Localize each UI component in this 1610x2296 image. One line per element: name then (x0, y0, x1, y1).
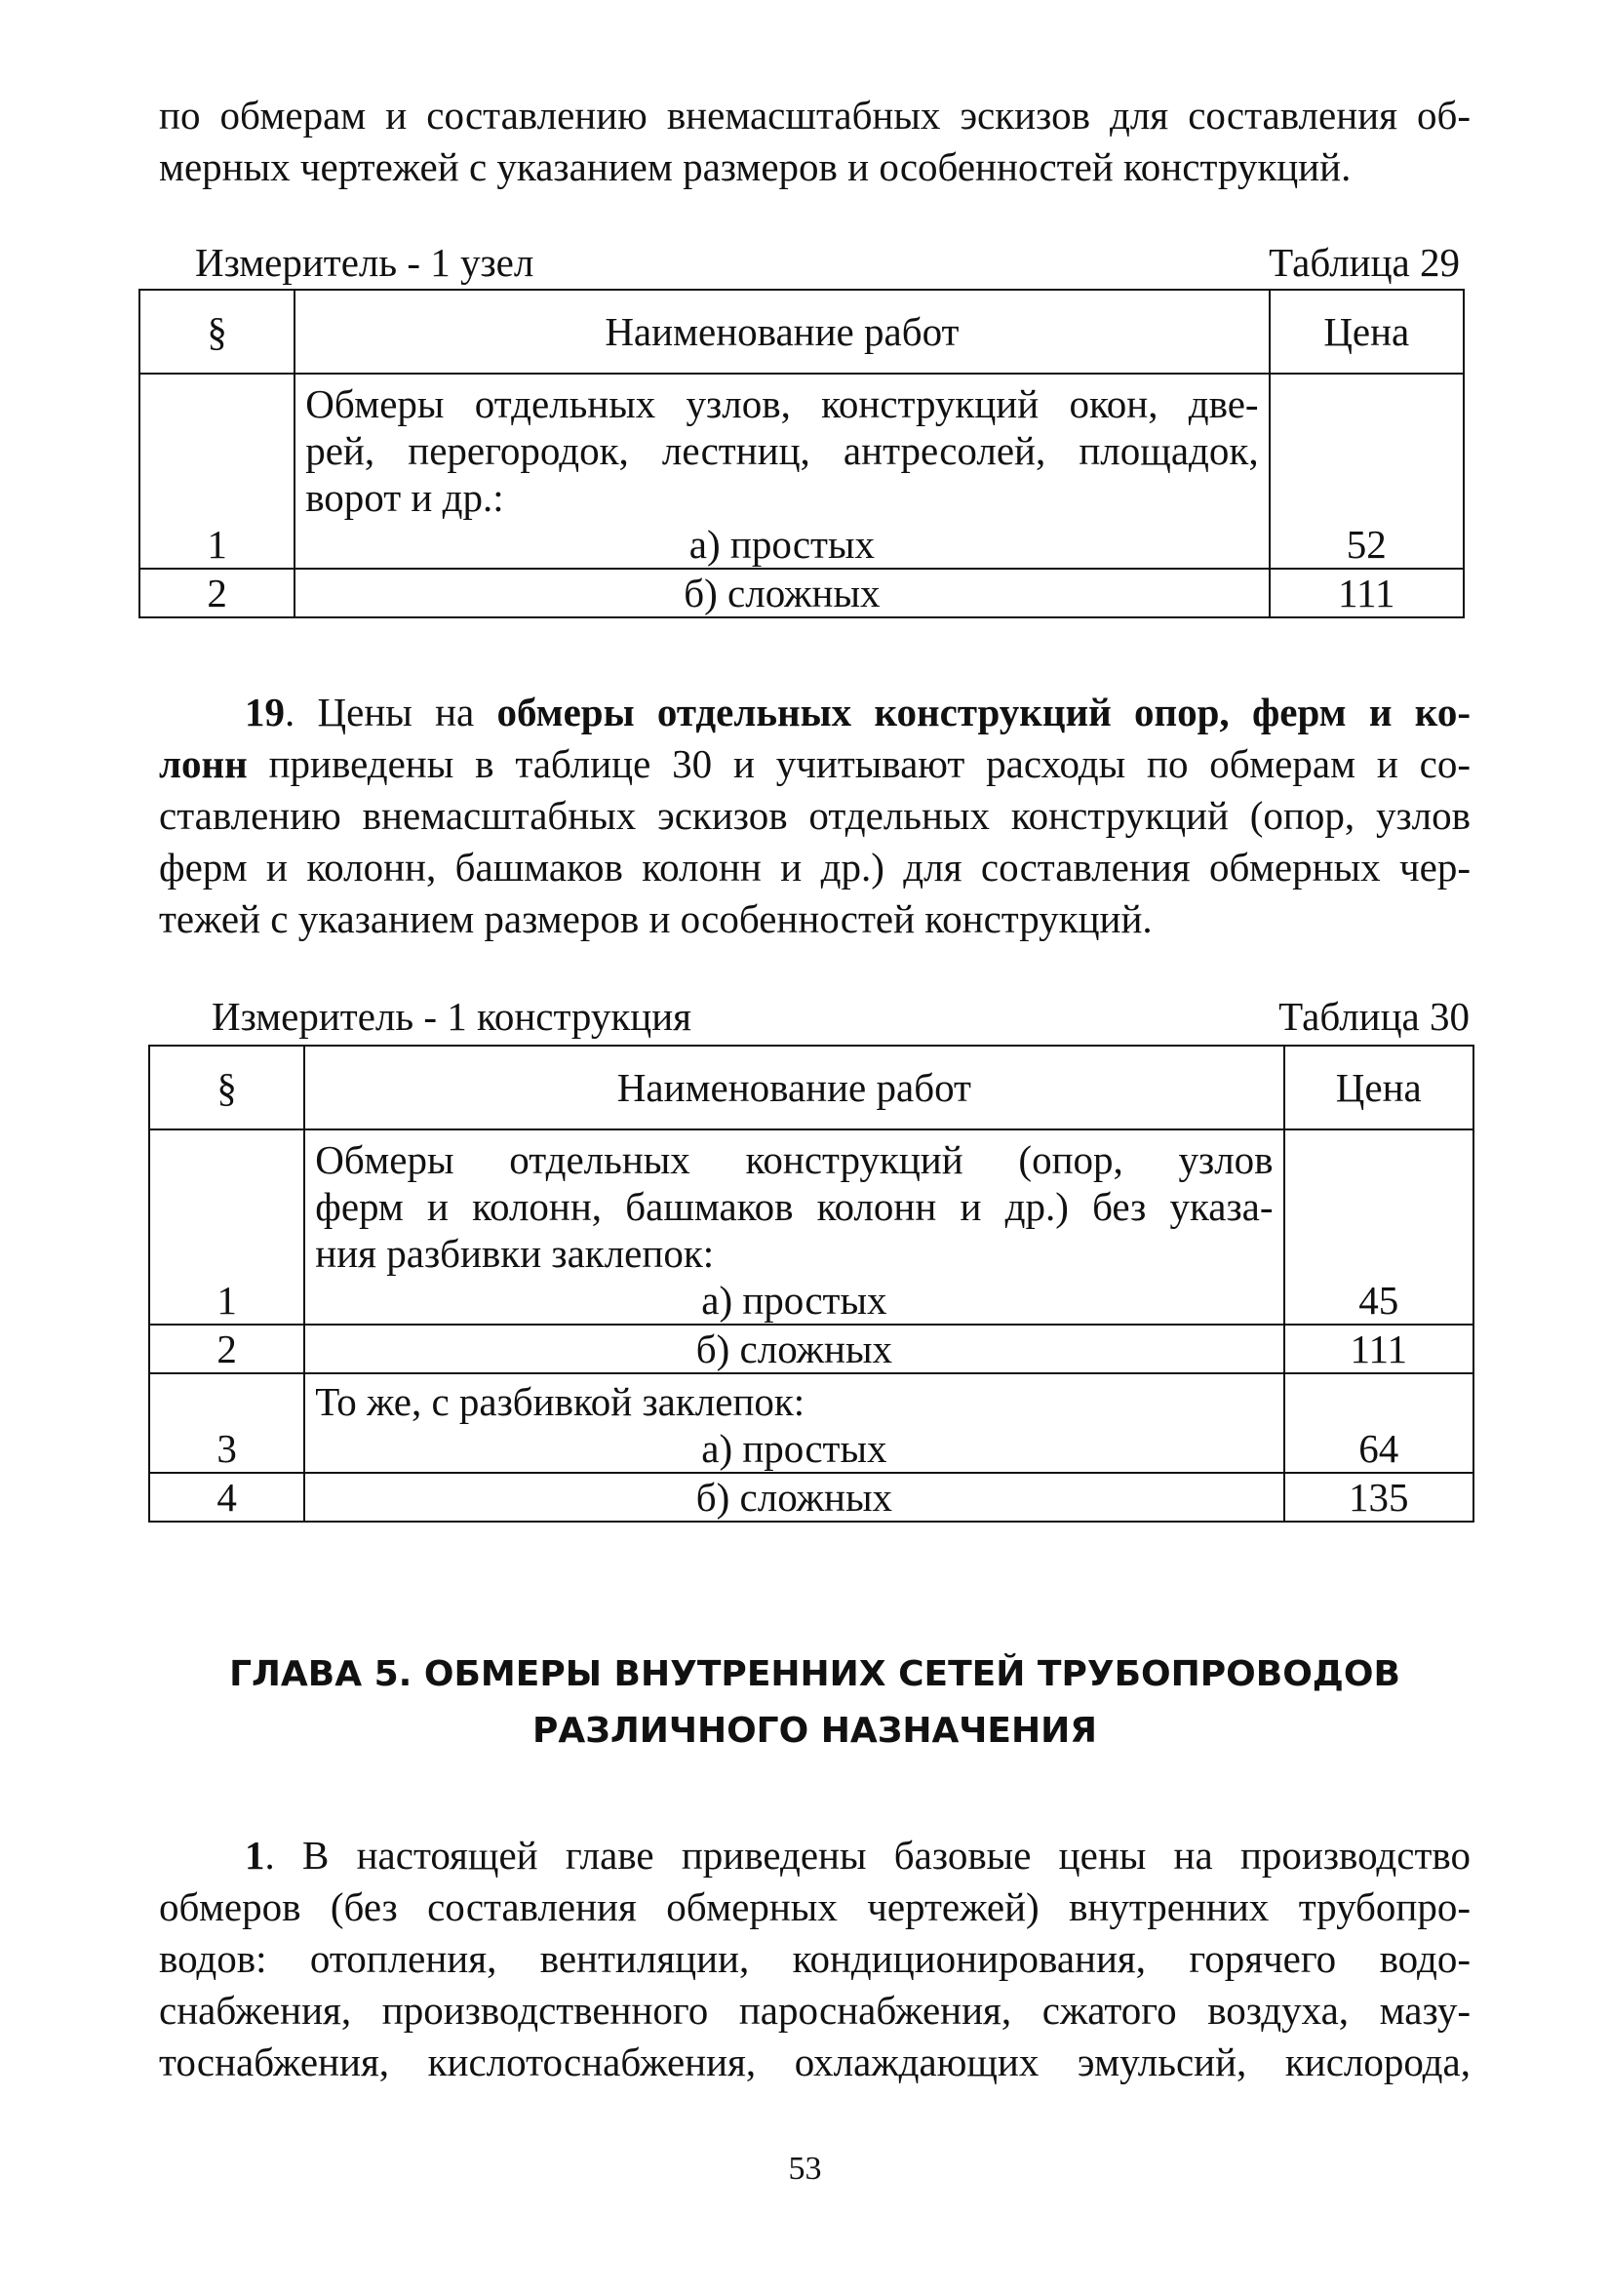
work-line: ния разбивки заклепок: (315, 1231, 715, 1276)
chapter-heading-line: ГЛАВА 5. ОБМЕРЫ ВНУТРЕННИХ СЕТЕЙ ТРУБОПРОВОДОВ (229, 1654, 1400, 1694)
paragraph-number: 1 (245, 1833, 265, 1878)
work-line: ферм и колонн, башмаков колонн и др.) без указа- (315, 1184, 1274, 1229)
row-num: 2 (139, 569, 295, 617)
row-name (304, 1473, 1283, 1522)
table-30 (148, 1045, 1474, 1523)
table-row (139, 569, 1464, 617)
row-name (304, 1325, 1283, 1373)
row-price: 64 (1284, 1373, 1473, 1473)
table-row (149, 1325, 1473, 1373)
header-name: Наименование работ (295, 290, 1269, 374)
intro-paragraph (159, 90, 1471, 193)
row-name (304, 1373, 1283, 1473)
row-price: 111 (1284, 1325, 1473, 1373)
table30-title: Таблица 30 (1278, 994, 1470, 1039)
text-line (159, 1830, 1471, 1881)
row-price: 45 (1284, 1129, 1473, 1325)
table-header-row (139, 290, 1464, 374)
header-price: Цена (1284, 1046, 1473, 1129)
row-num: 1 (139, 374, 295, 569)
text-line (159, 687, 1471, 738)
row-num: 2 (149, 1325, 304, 1373)
table-header-row (149, 1046, 1473, 1129)
header-price: Цена (1270, 290, 1464, 374)
paragraph-19 (159, 687, 1471, 945)
text-line: водов: отопления, вентиляции, кондиционирования, горячего водо- (159, 1936, 1471, 1981)
text-line: тоснабжения, кислотоснабжения, охлаждающих эмульсий, кислорода, (159, 2039, 1471, 2084)
work-line: Обмеры отдельных узлов, конструкций окон, две- (305, 381, 1259, 426)
paragraph-number: 19 (245, 690, 285, 734)
table-row (149, 1473, 1473, 1522)
row-price: 135 (1284, 1473, 1473, 1522)
text-run: приведены в таблице 30 и учитывают расходы по обмерам и со- (247, 741, 1471, 786)
row-price: 52 (1270, 374, 1464, 569)
header-num: § (149, 1046, 304, 1129)
bold-text: лонн (159, 741, 248, 786)
text-line: тежей с указанием размеров и особенностей конструкций. (159, 896, 1153, 941)
row-price: 111 (1270, 569, 1464, 617)
work-subitem: б) сложных (684, 571, 881, 615)
text-line: снабжения, производственного пароснабжения, сжатого воздуха, мазу- (159, 1988, 1471, 2033)
text-line: ферм и колонн, башмаков колонн и др.) для составления обмерных чер- (159, 845, 1471, 890)
table29-caption (195, 240, 1460, 285)
row-num: 4 (149, 1473, 304, 1522)
work-subitem: б) сложных (695, 1475, 892, 1520)
table-row (149, 1129, 1473, 1325)
text-line: мерных чертежей с указанием размеров и особенностей конструкций. (159, 144, 1352, 189)
work-line: То же, с разбивкой заклепок: (315, 1379, 805, 1424)
row-num: 3 (149, 1373, 304, 1473)
work-subitem: а) простых (701, 1426, 887, 1471)
text-line: ставлению внемасштабных эскизов отдельных конструкций (опор, узлов (159, 793, 1471, 838)
text-line: по обмерам и составлению внемасштабных эскизов для составления об- (159, 93, 1471, 138)
paragraph-1 (159, 1830, 1471, 2088)
row-name (295, 374, 1269, 569)
chapter-heading-line: РАЗЛИЧНОГО НАЗНАЧЕНИЯ (532, 1711, 1097, 1751)
row-name (304, 1129, 1283, 1325)
work-line: ворот и др.: (305, 475, 504, 520)
page-number: 53 (788, 2151, 822, 2187)
text-line: обмеров (без составления обмерных чертежей) внутренних трубопро- (159, 1884, 1471, 1929)
work-line: рей, перегородок, лестниц, антресолей, площадок, (305, 428, 1259, 473)
work-subitem: а) простых (701, 1278, 887, 1323)
work-line: Обмеры отдельных конструкций (опор, узлов (315, 1137, 1274, 1182)
row-name (295, 569, 1269, 617)
text-line (159, 738, 1471, 790)
table30-caption (212, 994, 1470, 1039)
header-name: Наименование работ (304, 1046, 1283, 1129)
table29-title: Таблица 29 (1269, 240, 1460, 285)
work-subitem: а) простых (688, 522, 876, 567)
table30-measure: Измеритель - 1 конструкция (212, 994, 691, 1039)
table29-measure: Измеритель - 1 узел (195, 240, 534, 285)
table-row (149, 1373, 1473, 1473)
chapter-heading (159, 1646, 1471, 1760)
header-num: § (139, 290, 295, 374)
row-num: 1 (149, 1129, 304, 1325)
bold-text: обмеры отдельных конструкций опор, ферм и ко- (496, 690, 1471, 734)
text-run: . Цены на (285, 690, 497, 734)
table-row (139, 374, 1464, 569)
table-29 (138, 289, 1465, 618)
work-subitem: б) сложных (695, 1326, 892, 1371)
text-run: . В настоящей главе приведены базовые цены на производство (264, 1833, 1471, 1878)
